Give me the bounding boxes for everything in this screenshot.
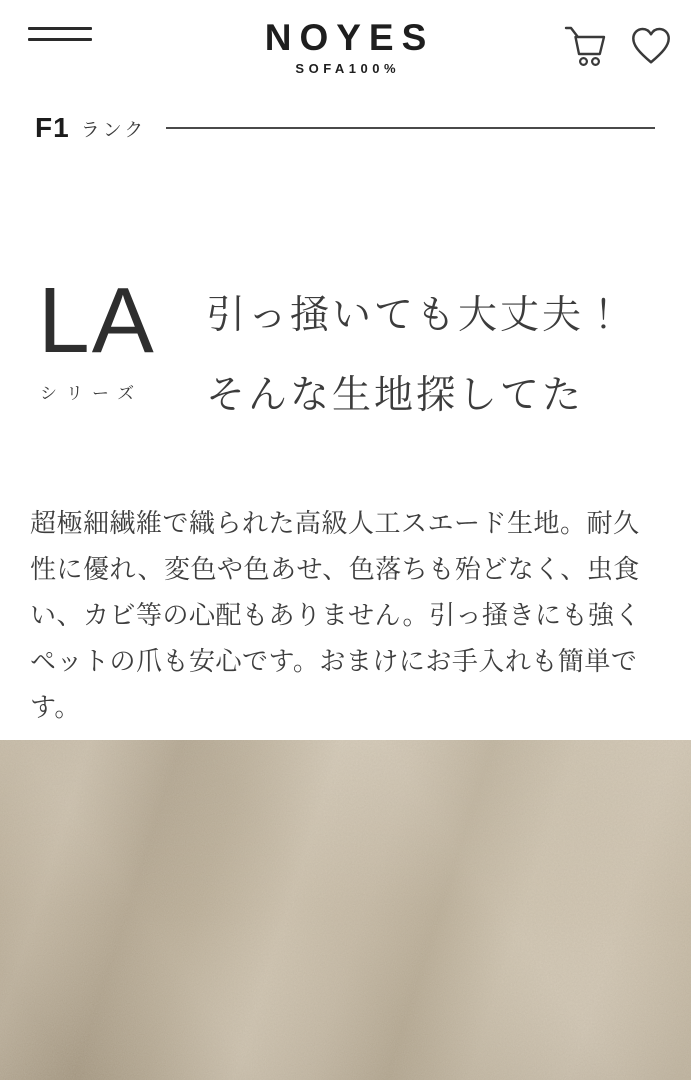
- wishlist-button[interactable]: [629, 24, 673, 68]
- headline-line-1: 引っ掻いても大丈夫！: [206, 294, 627, 337]
- fabric-photo: [0, 740, 691, 1080]
- series-block: [38, 268, 188, 404]
- headline-line-2: そんな生地探してた: [206, 374, 585, 417]
- cart-button[interactable]: [563, 24, 609, 68]
- headline: [206, 274, 626, 436]
- rank-code: F1: [35, 112, 70, 143]
- rank-label: ランク: [80, 119, 147, 141]
- brand-name: NOYES: [264, 17, 435, 58]
- brand-logo[interactable]: [264, 17, 435, 76]
- heart-icon: [629, 25, 673, 67]
- series-label: シリーズ: [40, 384, 144, 403]
- menu-button[interactable]: [26, 24, 96, 52]
- fabric-description: 超極細繊維で織られた高級人工スエード生地。耐久性に優れ、変色や色あせ、色落ちも殆どなく、虫食い、カビ等の心配もありません。引っ掻きにも強くペットの爪も安心です。おまけにお手入れも簡単です。: [30, 508, 642, 722]
- divider-line: [166, 127, 655, 129]
- hamburger-icon: [26, 27, 96, 41]
- cart-icon: [563, 24, 609, 68]
- series-section: [38, 268, 691, 436]
- rank-heading: [35, 112, 655, 144]
- brand-tagline: SOFA100%: [295, 60, 401, 76]
- header-actions: [563, 24, 673, 68]
- header: [0, 0, 691, 100]
- series-code: LA: [38, 268, 156, 372]
